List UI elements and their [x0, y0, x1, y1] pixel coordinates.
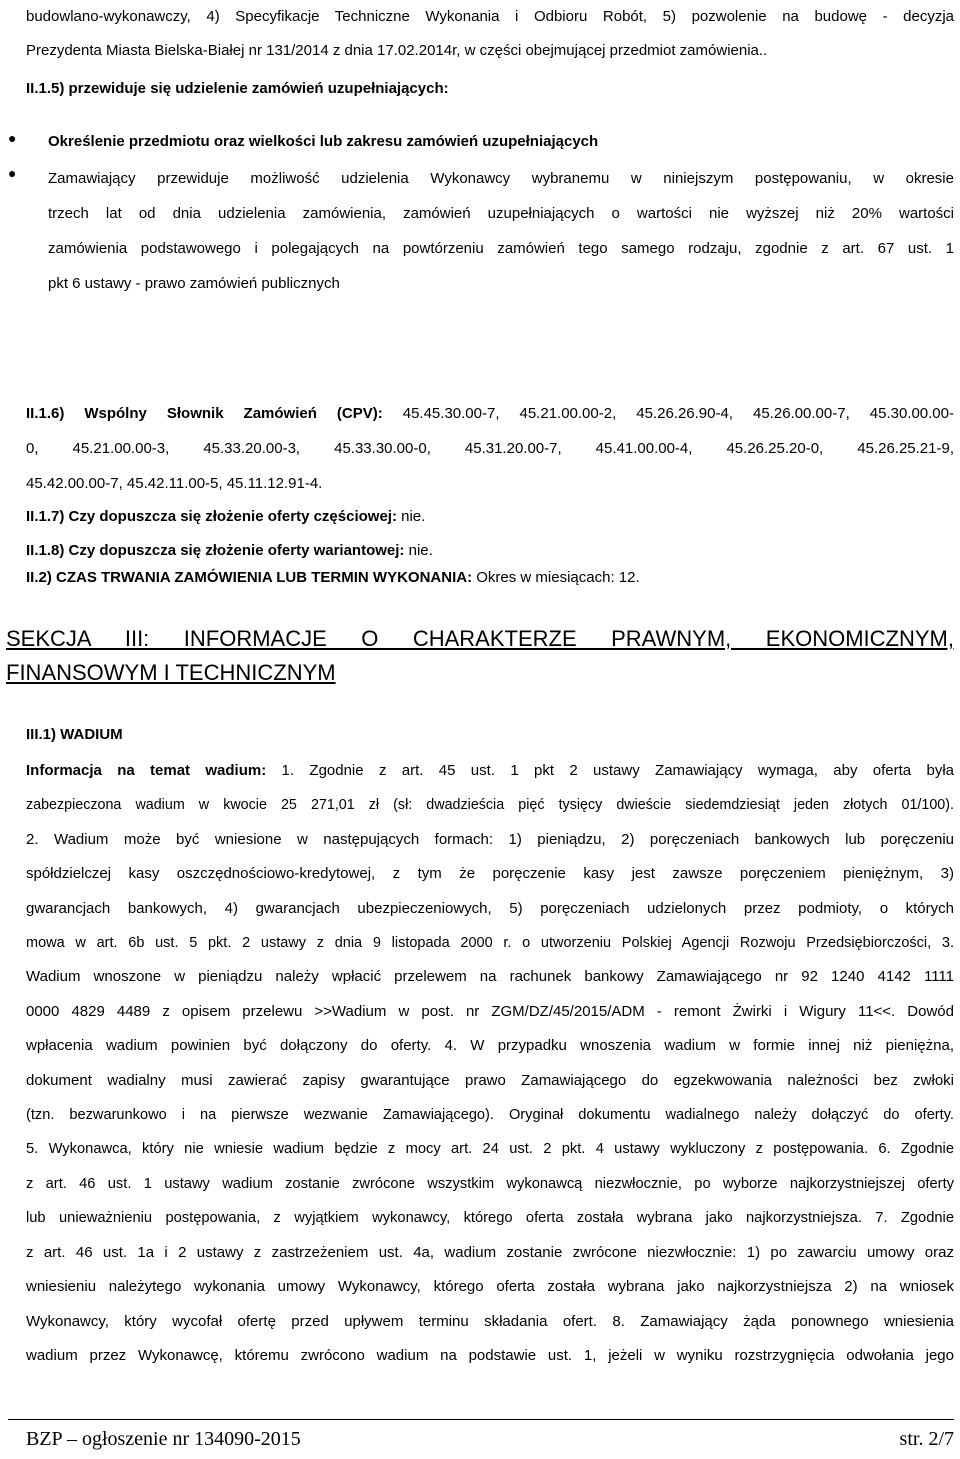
- variant-offer-label: II.1.8) Czy dopuszcza się złożenie oferty wariantowej:: [26, 542, 405, 559]
- footer-divider: [8, 1419, 954, 1420]
- wadium-line: gwarancjach bankowych, 4) gwarancjach ubezpieczeniowych, 5) poręczeniach udzielonych przez podmioty, o których: [26, 899, 954, 917]
- partial-offer-label: II.1.7) Czy dopuszcza się złożenie oferty częściowej:: [26, 508, 397, 525]
- wadium-text: [26, 754, 954, 1373]
- intro-text: [26, 0, 954, 68]
- bullet-line: pkt 6 ustawy - prawo zamówień publicznych: [48, 275, 340, 292]
- wadium-line: 0000 4829 4489 z opisem przelewu >>Wadium w post. nr ZGM/DZ/45/2015/ADM - remont Żwirki i Wigury 11<<. Dowód: [26, 1002, 954, 1020]
- intro-line: Prezydenta Miasta Bielska-Białej nr 131/2014 z dnia 17.02.2014r, w części obejmującej przedmiot zamówienia..: [26, 42, 768, 59]
- intro-line: budowlano-wykonawczy, 4) Specyfikacje Techniczne Wykonania i Odbioru Robót, 5) pozwolenie na budowę - decyzja: [26, 8, 954, 25]
- wadium-line: z art. 46 ust. 1a i 2 ustawy z zastrzeżeniem ust. 4a, wadium zostanie zwrócone niezwłocznie: 1) po zawarciu umowy oraz: [26, 1243, 954, 1261]
- section-iii-title: [6, 622, 954, 690]
- bullet-dot-icon: ●: [8, 130, 17, 146]
- cpv-line: 45.42.00.00-7, 45.42.11.00-5, 45.11.12.91-4.: [26, 475, 323, 492]
- cpv-line: [26, 397, 954, 431]
- duration-value: Okres w miesiącach: 12.: [472, 569, 640, 586]
- wadium-line: dokument wadialny musi zawierać zapisy gwarantujące prawo Zamawiającego do egzekwowania należności bez zwłoki: [26, 1071, 954, 1089]
- section-ii-1-7: [26, 500, 425, 534]
- bullet-line: Zamawiający przewiduje możliwość udzielenia Wykonawcy wybranemu w niniejszym postępowaniu, w okresie: [48, 170, 954, 187]
- wadium-line: zabezpieczona wadium w kwocie 25 271,01 zł (sł: dwadzieścia pięć tysięcy dwieście siedemdziesiąt jeden złotych 01/100).: [26, 797, 954, 814]
- footer-page-number: str. 2/7: [899, 1428, 954, 1450]
- partial-offer-value: nie.: [396, 508, 426, 525]
- section-ii-2: [26, 561, 640, 595]
- wadium-line: Wykonawcy, który wycofał ofertę przed upływem terminu składania ofert. 8. Zamawiający żąda ponownego wniesienia: [26, 1312, 954, 1330]
- wadium-label: Informacja na temat wadium:: [26, 762, 267, 779]
- bullet-line: zamówienia podstawowego i polegających na powtórzeniu zamówień tego samego rodzaju, zgodnie z art. 67 ust. 1: [48, 240, 954, 257]
- wadium-line: lub unieważnieniu postępowania, z wyjątkiem wykonawcy, którego oferta została wybrana jako najkorzystniejsza. 7. Zgodnie: [26, 1210, 954, 1227]
- cpv-section: [26, 397, 954, 501]
- bullet-item-scope: Określenie przedmiotu oraz wielkości lub zakresu zamówień uzupełniających: [48, 133, 599, 150]
- wadium-line: wniesieniu należytego wykonania umowy Wykonawcy, którego oferta została wybrana jako najkorzystniejsza 2) na wniosek: [26, 1278, 954, 1296]
- bullet-dot-icon: ●: [8, 165, 17, 181]
- wadium-line: spółdzielczej kasy oszczędnościowo-kredytowej, z tym że poręczenie kasy jest zawsze poręczeniem pieniężnym, 3): [26, 865, 954, 883]
- wadium-first: 1. Zgodnie z art. 45 ust. 1 pkt 2 ustawy Zamawiający wymaga, aby oferta była: [266, 762, 954, 779]
- footer-notice-number: BZP – ogłoszenie nr 134090-2015: [26, 1428, 301, 1450]
- section-iii-1-heading: III.1) WADIUM: [26, 726, 123, 743]
- section-title-line: SEKCJA III: INFORMACJE O CHARAKTERZE PRAWNYM, EKONOMICZNYM,: [6, 626, 954, 651]
- wadium-line: (tzn. bezwarunkowo i na pierwsze wezwanie Zamawiającego). Oryginał dokumentu wadialnego należy dołączyć do oferty.: [26, 1107, 954, 1124]
- wadium-line: 5. Wykonawca, który nie wniesie wadium będzie z mocy art. 24 ust. 2 pkt. 4 ustawy wykluczony z postępowania. 6. Zgodnie: [26, 1141, 954, 1158]
- cpv-label: II.1.6) Wspólny Słownik Zamówień (CPV):: [26, 405, 383, 422]
- section-ii-1-5-heading: II.1.5) przewiduje się udzielenie zamówień uzupełniających:: [26, 80, 449, 97]
- variant-offer-value: nie.: [404, 542, 433, 559]
- bullet-item-description-cont: [48, 196, 954, 301]
- wadium-line: wpłacenia wadium powinien być dołączony do oferty. 4. W przypadku wnoszenia wadium w formie innej niż pieniężna,: [26, 1037, 954, 1055]
- wadium-line: Wadium wnoszone w pieniądzu należy wpłacić przelewem na rachunek bankowy Zamawiającego nr 92 1240 4142 1111: [26, 968, 954, 986]
- duration-label: II.2) CZAS TRWANIA ZAMÓWIENIA LUB TERMIN WYKONANIA:: [26, 569, 473, 586]
- wadium-line: z art. 46 ust. 1 ustawy wadium zostanie zwrócone wszystkim wykonawcą niezwłocznie, po wyborze najkorzystniejszej oferty: [26, 1175, 954, 1192]
- section-title-line: FINANSOWYM I TECHNICZNYM: [6, 660, 336, 685]
- bullet-item-description: [48, 162, 954, 196]
- cpv-line: 0, 45.21.00.00-3, 45.33.20.00-3, 45.33.30.00-0, 45.31.20.00-7, 45.41.00.00-4, 45.26.25.20-0, 45.26.25.21-9,: [26, 440, 954, 457]
- wadium-line: 2. Wadium może być wniesione w następujących formach: 1) pieniądzu, 2) poręczeniach bankowych lub poręczeniu: [26, 830, 954, 848]
- wadium-line: wadium przez Wykonawcę, któremu zwrócono wadium na podstawie ust. 1, jeżeli w wyniku rozstrzygnięcia odwołania jego: [26, 1346, 954, 1364]
- wadium-line: [26, 754, 954, 788]
- bullet-line: trzech lat od dnia udzielenia zamówienia, zamówień uzupełniających o wartości nie wyższej niż 20% wartości: [48, 205, 954, 222]
- cpv-codes: 45.45.30.00-7, 45.21.00.00-2, 45.26.26.90-4, 45.26.00.00-7, 45.30.00.00-: [382, 405, 954, 422]
- wadium-line: mowa w art. 6b ust. 5 pkt. 2 ustawy z dnia 9 listopada 2000 r. o utworzeniu Polskiej Agencji Rozwoju Przedsiębiorczości, 3.: [26, 935, 954, 952]
